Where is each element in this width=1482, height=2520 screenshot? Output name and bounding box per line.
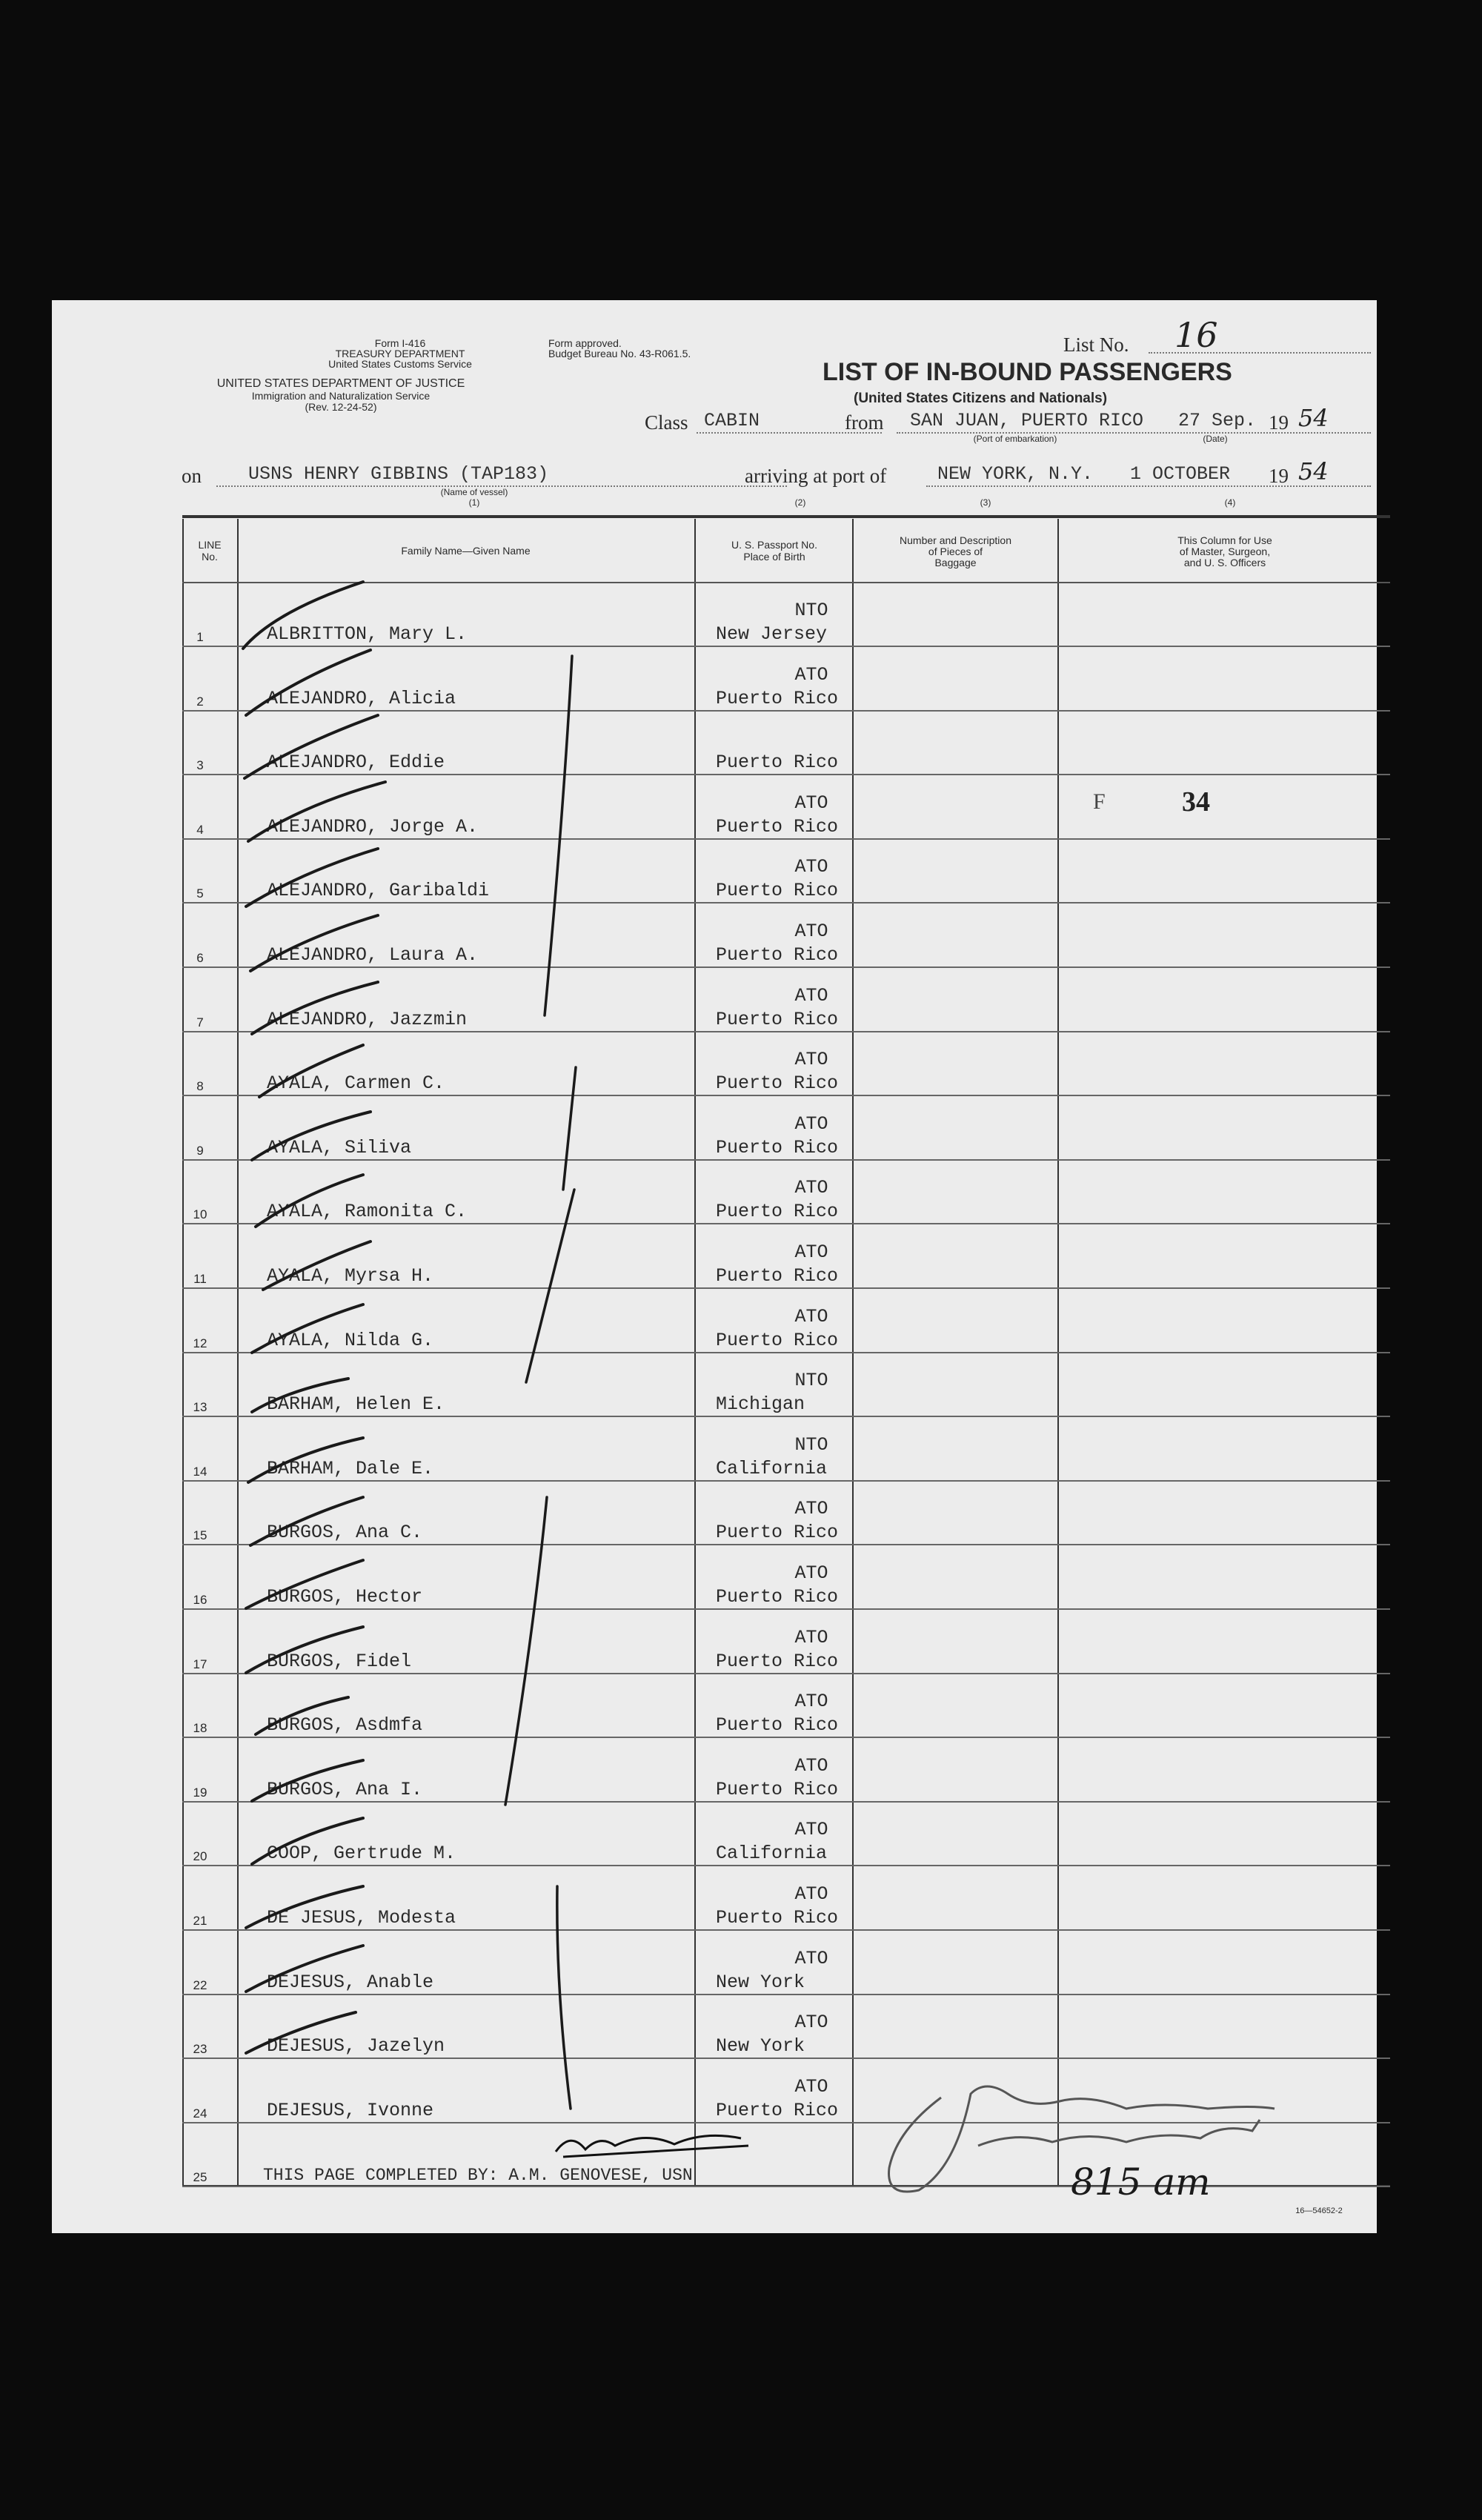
citizenship-code: ATO — [794, 1883, 828, 1905]
passenger-name: DEJESUS, Jazelyn — [267, 2035, 445, 2058]
line-number: 13 — [193, 1400, 207, 1415]
passenger-name: ALEJANDRO, Alicia — [267, 687, 456, 709]
place-of-birth: New York — [716, 2035, 805, 2058]
citizenship-code: ATO — [794, 2012, 828, 2034]
place-of-birth: New Jersey — [716, 623, 828, 645]
list-no-handwritten: 16 — [1174, 315, 1218, 355]
col4-number: (4) — [1224, 497, 1236, 508]
citizenship-code: ATO — [794, 1691, 828, 1713]
citizenship-code: ATO — [794, 663, 828, 686]
citizenship-code: ATO — [794, 1947, 828, 1969]
line-number: 6 — [196, 951, 204, 965]
on-label: on — [182, 465, 202, 487]
header-place-of-birth: Place of Birth — [743, 551, 805, 563]
line-number: 9 — [196, 1143, 204, 1158]
place-of-birth: Puerto Rico — [716, 1072, 839, 1095]
embarkation-port: SAN JUAN, PUERTO RICO — [910, 410, 1144, 431]
document-title: LIST OF IN-BOUND PASSENGERS — [823, 358, 1232, 386]
line-number: 10 — [193, 1207, 207, 1222]
arrival-date: 1 OCTOBER — [1130, 463, 1231, 485]
vessel-caption: (Name of vessel) — [440, 487, 508, 497]
officer-mark-number: 34 — [1182, 786, 1210, 818]
col2-number: (2) — [794, 497, 806, 508]
citizenship-code: ATO — [794, 1626, 828, 1648]
embarkation-date: 27 Sep. — [1178, 410, 1257, 431]
port-caption: (Port of embarkation) — [973, 434, 1057, 444]
arrival-port: NEW YORK, N.Y. — [937, 463, 1094, 485]
header-officers-3: and U. S. Officers — [1183, 557, 1266, 568]
place-of-birth: Puerto Rico — [716, 1586, 839, 1608]
citizenship-code: ATO — [794, 1049, 828, 1071]
citizenship-code: NTO — [794, 600, 828, 621]
passenger-name: BURGOS, Fidel — [267, 1650, 412, 1672]
customs-heading: United States Customs Service — [328, 358, 472, 370]
line-number: 24 — [193, 2106, 207, 2121]
header-line-no: LINE — [198, 539, 222, 551]
budget-bureau: Budget Bureau No. 43-R061.5. — [548, 348, 691, 359]
passenger-name: AYALA, Myrsa H. — [267, 1265, 434, 1287]
header-baggage-3: Baggage — [934, 557, 977, 568]
arrival-year-handwritten: 54 — [1298, 457, 1329, 485]
passenger-name: BURGOS, Asdmfa — [267, 1714, 423, 1737]
citizenship-code: ATO — [794, 1241, 828, 1263]
line-number: 17 — [193, 1657, 207, 1671]
arrival-year-prefix: 19 — [1269, 465, 1289, 487]
class-value: CABIN — [704, 410, 760, 431]
line-number: 25 — [193, 2170, 207, 2185]
citizenship-code: NTO — [794, 1370, 828, 1392]
citizenship-code: ATO — [794, 1113, 828, 1135]
passenger-name: BURGOS, Hector — [267, 1586, 423, 1608]
citizenship-code: ATO — [794, 1754, 828, 1777]
passenger-name: ALEJANDRO, Garibaldi — [267, 880, 490, 902]
passenger-name: ALEJANDRO, Jazzmin — [267, 1008, 468, 1030]
line-number: 20 — [193, 1849, 207, 1864]
arriving-label: arriving at port of — [745, 465, 887, 487]
line-number: 14 — [193, 1464, 207, 1479]
place-of-birth: Michigan — [716, 1393, 805, 1416]
citizenship-code: ATO — [794, 984, 828, 1007]
passenger-name: AYALA, Nilda G. — [267, 1329, 434, 1351]
passenger-manifest-page — [52, 300, 1377, 2233]
pen-check-marks — [52, 300, 1377, 2233]
citizenship-code: ATO — [794, 856, 828, 878]
col3-number: (3) — [980, 497, 991, 508]
line-number: 23 — [193, 2042, 207, 2057]
line-number: 1 — [196, 630, 204, 644]
revision-date: (Rev. 12-24-52) — [305, 401, 377, 413]
passenger-name: BARHAM, Dale E. — [267, 1457, 434, 1479]
passenger-name: DEJESUS, Anable — [267, 1971, 434, 1993]
place-of-birth: Puerto Rico — [716, 1265, 839, 1287]
passenger-name: DE JESUS, Modesta — [267, 1907, 456, 1929]
citizenship-code: ATO — [794, 1562, 828, 1584]
header-line-no-2: No. — [202, 551, 218, 563]
ins-heading: Immigration and Naturalization Service — [251, 390, 431, 402]
form-approved: Form approved. — [548, 337, 622, 349]
year-prefix: 19 — [1269, 411, 1289, 434]
passenger-name: AYALA, Siliva — [267, 1136, 412, 1158]
header-family-name: Family Name—Given Name — [401, 545, 531, 557]
class-label: Class — [645, 411, 688, 434]
place-of-birth: Puerto Rico — [716, 752, 839, 774]
passenger-name: ALBRITTON, Mary L. — [267, 623, 468, 645]
place-of-birth: Puerto Rico — [716, 1714, 839, 1737]
justice-heading: UNITED STATES DEPARTMENT OF JUSTICE — [216, 377, 465, 390]
place-of-birth: California — [716, 1457, 828, 1479]
place-of-birth: Puerto Rico — [716, 880, 839, 902]
place-of-birth: Puerto Rico — [716, 687, 839, 709]
citizenship-code: ATO — [794, 921, 828, 942]
line-number: 16 — [193, 1593, 207, 1607]
line-number: 21 — [193, 1914, 207, 1928]
line-number: 11 — [193, 1272, 207, 1286]
citizenship-code: ATO — [794, 1819, 828, 1841]
citizenship-code: ATO — [794, 2075, 828, 2098]
year-handwritten: 54 — [1298, 404, 1329, 432]
header-passport-no: U. S. Passport No. — [731, 539, 817, 551]
place-of-birth: Puerto Rico — [716, 1008, 839, 1030]
citizenship-code: NTO — [794, 1433, 828, 1456]
line-number: 12 — [193, 1336, 207, 1350]
place-of-birth: Puerto Rico — [716, 1650, 839, 1672]
place-of-birth: Puerto Rico — [716, 1201, 839, 1223]
from-label: from — [845, 411, 884, 434]
passenger-name: ALEJANDRO, Eddie — [267, 752, 445, 774]
treasury-heading: TREASURY DEPARTMENT — [335, 348, 465, 359]
place-of-birth: Puerto Rico — [716, 1522, 839, 1544]
place-of-birth: California — [716, 1843, 828, 1865]
line-number: 5 — [196, 886, 204, 901]
passenger-name: THIS PAGE COMPLETED BY: A.M. GENOVESE, USN — [263, 2166, 693, 2186]
place-of-birth: Puerto Rico — [716, 1136, 839, 1158]
citizenship-code: ATO — [794, 1305, 828, 1327]
passenger-name: BARHAM, Helen E. — [267, 1393, 445, 1416]
passenger-name: ALEJANDRO, Laura A. — [267, 944, 479, 966]
passenger-name: COOP, Gertrude M. — [267, 1843, 456, 1865]
line-number: 18 — [193, 1721, 207, 1736]
header-officers-1: This Column for Use — [1177, 534, 1272, 546]
header-baggage-1: Number and Description — [900, 534, 1011, 546]
citizenship-code: ATO — [794, 792, 828, 814]
passenger-name: ALEJANDRO, Jorge A. — [267, 815, 479, 838]
form-print-code: 16—54652-2 — [1295, 2206, 1343, 2215]
officer-mark-prefix: F — [1093, 789, 1106, 814]
passenger-name: AYALA, Ramonita C. — [267, 1201, 468, 1223]
line-number: 4 — [196, 822, 204, 837]
citizenship-code: ATO — [794, 1177, 828, 1199]
place-of-birth: Puerto Rico — [716, 2099, 839, 2121]
line-number: 3 — [196, 758, 204, 773]
passenger-name: BURGOS, Ana I. — [267, 1778, 423, 1800]
line-number: 7 — [196, 1015, 204, 1029]
vessel-name: USNS HENRY GIBBINS (TAP183) — [248, 463, 549, 485]
passenger-name: BURGOS, Ana C. — [267, 1522, 423, 1544]
date-caption: (Date) — [1203, 434, 1228, 444]
place-of-birth: Puerto Rico — [716, 815, 839, 838]
place-of-birth: Puerto Rico — [716, 944, 839, 966]
handwritten-time-note: 815 am — [1071, 2161, 1211, 2204]
list-no-label: List No. — [1063, 334, 1129, 356]
line-number: 15 — [193, 1528, 207, 1543]
place-of-birth: Puerto Rico — [716, 1907, 839, 1929]
passenger-name: DEJESUS, Ivonne — [267, 2099, 434, 2121]
header-baggage-2: of Pieces of — [928, 546, 983, 557]
header-officers-2: of Master, Surgeon, — [1179, 546, 1271, 557]
vessel-col-number: (1) — [468, 497, 480, 508]
document-subtitle: (United States Citizens and Nationals) — [854, 391, 1108, 406]
passenger-name: AYALA, Carmen C. — [267, 1072, 445, 1095]
line-number: 2 — [196, 694, 204, 709]
place-of-birth: Puerto Rico — [716, 1329, 839, 1351]
form-number: Form I-416 — [374, 337, 426, 349]
place-of-birth: New York — [716, 1971, 805, 1993]
line-number: 22 — [193, 1977, 207, 1992]
citizenship-code: ATO — [794, 1498, 828, 1520]
line-number: 19 — [193, 1785, 207, 1800]
place-of-birth: Puerto Rico — [716, 1778, 839, 1800]
line-number: 8 — [196, 1079, 204, 1094]
